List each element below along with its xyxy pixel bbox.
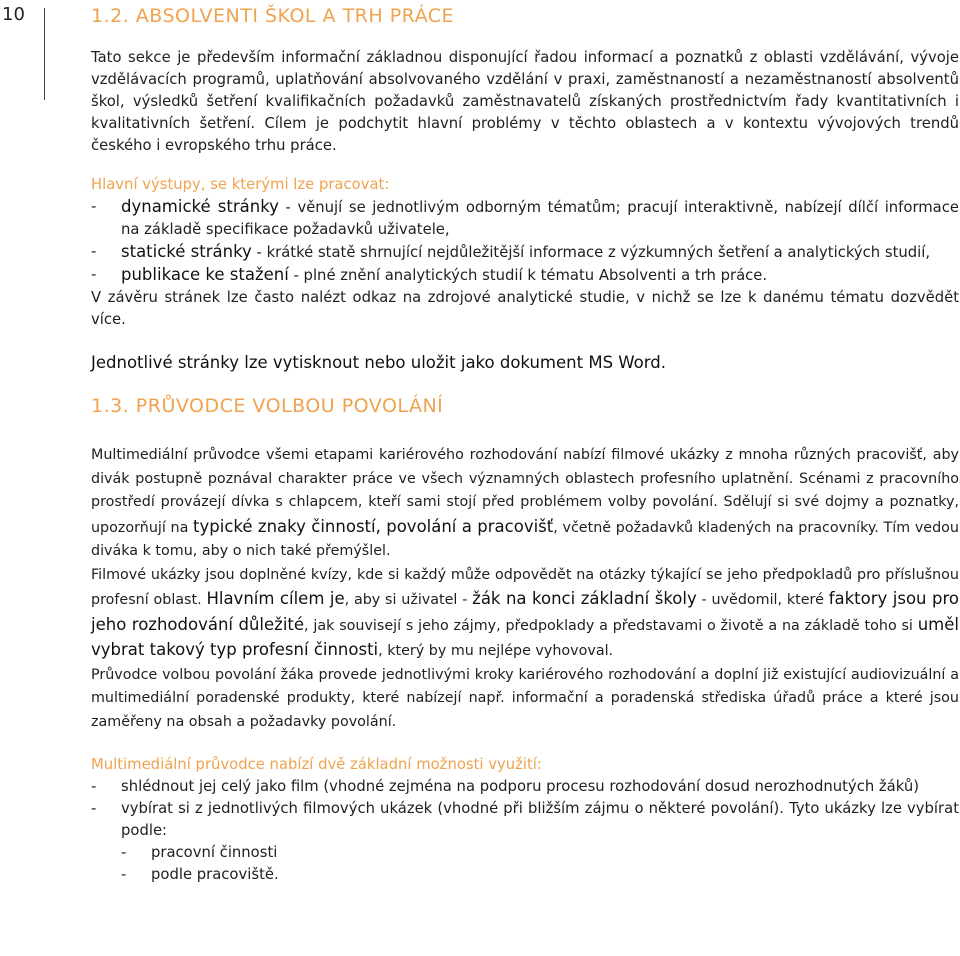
options-list — [91, 776, 959, 886]
list-text: shlédnout jej celý jako film (vhodné zejména na podporu procesu rozhodování dosud nerozhodnutých žáků) — [121, 778, 920, 795]
guide-paragraph-2 — [91, 564, 959, 664]
list-term: statické stránky — [121, 242, 252, 261]
emphasis-text: faktory jsou pro jeho rozhodování důležité — [91, 589, 959, 634]
emphasis-text: Hlavním cílem je — [206, 589, 345, 608]
list-item — [91, 241, 959, 264]
text-run: , jak souvisejí s jeho zájmy, předpoklady a představami o životě a na základě toho si — [304, 617, 918, 634]
guide-paragraph-1 — [91, 444, 959, 564]
section-title-1-2: 1.2. ABSOLVENTI ŠKOL A TRH PRÁCE — [91, 5, 455, 27]
list-dash: - — [121, 866, 127, 883]
list-text: vybírat si z jednotlivých filmových ukázek (vhodné při bližším zájmu o některé povolání). Tyto ukázky lze vybírat podle: — [121, 800, 959, 839]
text-run: Multimediální průvodce všemi etapami kariérového rozhodování nabízí filmové ukázky z mnoha různých pracovišť, aby divák postupně poznával charakter práce ve všech významných oblastech profesního uplatnění. Scénami z pracovního prostředí provázejí dívka s chlapcem, kteří sami stojí před problémem volby povolání. Sdělují si své dojmy a poznatky, upozorňují na — [91, 447, 959, 536]
sub-list-item — [91, 864, 959, 886]
list-item — [91, 776, 959, 798]
list-dash: - — [91, 243, 97, 260]
emphasis-text: uměl vybrat takový typ profesní činnosti — [91, 614, 959, 659]
page-number: 10 — [2, 4, 25, 25]
outputs-list — [91, 196, 959, 287]
text-run: Filmové ukázky jsou doplněné kvízy, kde si každý může odpovědět na otázky týkající se jeho předpokladů pro příslušnou profesní oblast. — [91, 566, 959, 608]
list-text: - plné znění analytických studií k tématu Absolventi a trh práce. — [288, 267, 768, 284]
emphasis-text: typické znaky činností, povolání a pracovišť — [193, 516, 554, 536]
emphasis-text: žák na konci základní školy — [472, 589, 697, 608]
text-run: , včetně požadavků kladených na pracovníky. Tím vedou diváka k tomu, aby o nich také přemýšlel. — [91, 519, 959, 559]
options-heading: Multimediální průvodce nabízí dvě základní možnosti využití: — [91, 756, 542, 773]
list-dash: - — [91, 198, 97, 215]
page-content — [91, 4, 959, 886]
list-item — [91, 196, 959, 241]
margin-rule — [44, 8, 45, 100]
print-note: Jednotlivé stránky lze vytisknout nebo uložit jako dokument MS Word. — [91, 353, 666, 372]
guide-paragraph-3: Průvodce volbou povolání žáka provede jednotlivými kroky kariérového rozhodování a doplní již existující audiovizuální a multimediální poradenské produkty, které nabízejí např. informační a poradenská střediska úřadů práce a které jsou zaměřeny na obsah a požadavky povolání. — [91, 666, 959, 730]
list-dash: - — [91, 800, 97, 817]
closing-text: V závěru stránek lze často nalézt odkaz na zdrojové analytické studie, v nichž se lze k danému tématu dozvědět více. — [91, 289, 959, 328]
list-text: - krátké statě shrnující nejdůležitější informace z výzkumných šetření a analytických studií, — [251, 244, 931, 261]
list-dash: - — [121, 844, 127, 861]
list-term: publikace ke stažení — [121, 265, 289, 284]
list-item — [91, 264, 959, 287]
list-text: pracovní činnosti — [151, 844, 278, 861]
list-dash: - — [91, 778, 97, 795]
section-intro: Tato sekce je především informační základnou disponující řadou informací a poznatků z oblasti vzdělávání, vývoje vzdělávacích programů, uplatňování absolvovaného vzdělání v praxi, zaměstnaností a nezaměstnaností absolventů škol, výsledků šetření kvalifikačních požadavků zaměstnavatelů získaných prostřednictvím řady kvantitativních i kvalitativních šetření. Cílem je podchytit hlavní problémy v těchto oblastech a v kontextu vývojových trendů českého i evropského trhu práce. — [91, 49, 959, 154]
text-run: , aby si uživatel - — [344, 592, 473, 608]
list-text: podle pracoviště. — [151, 866, 279, 883]
list-text: - věnují se jednotlivým odborným tématům; pracují interaktivně, nabízejí dílčí informace na základě specifikace požadavků uživatele, — [121, 199, 959, 238]
text-run: , který by mu nejlépe vyhovoval. — [378, 643, 614, 659]
section-title-1-3: 1.3. PRŮVODCE VOLBOU POVOLÁNÍ — [91, 395, 444, 417]
list-term: dynamické stránky — [121, 197, 279, 216]
outputs-heading: Hlavní výstupy, se kterými lze pracovat: — [91, 176, 390, 193]
sub-list-item — [91, 842, 959, 864]
text-run: - uvědomil, které — [696, 592, 829, 608]
list-dash: - — [91, 266, 97, 283]
list-item — [91, 798, 959, 842]
